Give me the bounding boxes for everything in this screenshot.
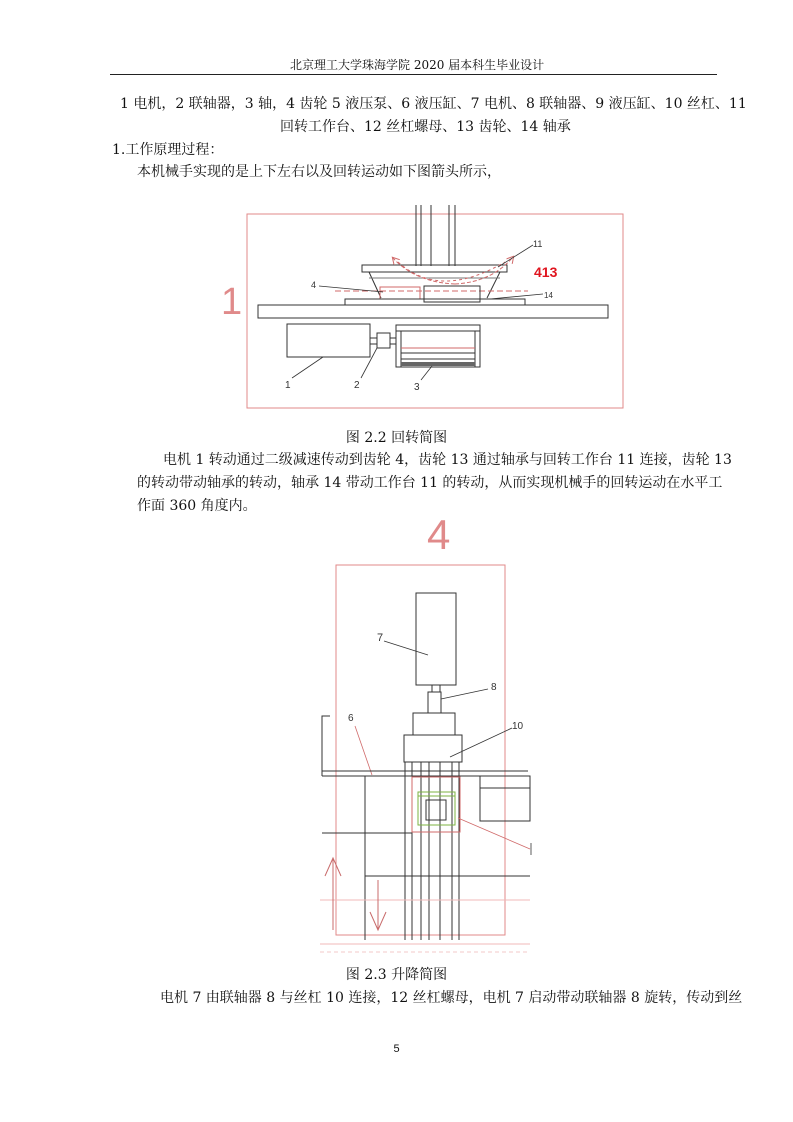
running-header: 北京理工大学珠海学院 2020 届本科生毕业设计 — [290, 58, 545, 72]
paragraph-line: 电机 7 由联轴器 8 与丝杠 10 连接，12 丝杠螺母，电机 7 启动带动联轴器 8 旋转，传动到丝 — [160, 990, 743, 1006]
label-shaft-3: 3 — [414, 382, 420, 393]
motor-7 — [416, 593, 456, 685]
label-rotary-table-11: 11 — [533, 239, 543, 249]
motor-1 — [287, 324, 370, 357]
legend-line-1: 1 电机，2 联轴器，3 轴，4 齿轮 5 液压泵、6 液压缸、7 电机、8 联轴器、9 液压缸、10 丝杠、11 — [120, 96, 747, 112]
label-bearing-14: 14 — [544, 291, 553, 300]
coupling-2 — [377, 333, 390, 348]
gearbox-shaft-3 — [396, 325, 480, 367]
figure-corner-label: 1 — [221, 281, 243, 323]
base-plate — [258, 305, 608, 318]
figure-caption-lifting: 图 2.3 升降简图 — [345, 967, 448, 983]
label-cylinder-6: 6 — [348, 713, 354, 724]
label-motor-7: 7 — [377, 632, 384, 644]
screw-nut-12 — [412, 777, 460, 832]
gear-13 — [424, 286, 480, 302]
coupling-8 — [428, 692, 441, 713]
section-heading: 1.工作原理过程： — [112, 142, 224, 158]
down-arrow-icon — [370, 880, 386, 930]
label-screw-10: 10 — [512, 721, 524, 732]
rotation-arrows — [393, 257, 513, 284]
section-intro: 本机械手实现的是上下左右以及回转运动如下图箭头所示， — [137, 164, 501, 180]
rotation-diagram — [221, 205, 623, 408]
paragraph-line: 作面 360 角度内。 — [137, 498, 257, 514]
lead-screw-10 — [405, 762, 459, 940]
legend-line-2: 回转工作台、12 丝杠螺母、13 齿轮、14 轴承 — [280, 119, 571, 135]
lifting-diagram — [320, 511, 531, 952]
paragraph-line: 的转动带动轴承的转动，轴承 14 带动工作台 11 的转动，从而实现机械手的回转运动在水平工 — [137, 475, 723, 491]
label-coupling-2: 2 — [354, 380, 360, 391]
label-gear-13-annotation: 413 — [534, 264, 558, 280]
up-arrow-icon — [325, 858, 341, 930]
figure-caption-rotation: 图 2.2 回转简图 — [345, 430, 448, 446]
gear-4 — [380, 287, 420, 299]
figure-corner-label: 4 — [427, 511, 451, 558]
paragraph-line: 电机 1 转动通过二级减速传动到齿轮 4，齿轮 13 通过轴承与回转工作台 11 连接，齿轮 13 — [163, 452, 732, 468]
label-motor-1: 1 — [285, 380, 291, 391]
figure-frame — [247, 214, 623, 408]
page-number: 5 — [393, 1043, 400, 1055]
label-gear-4: 4 — [311, 280, 317, 290]
label-coupling-8: 8 — [491, 682, 497, 693]
screw-nut-housing — [404, 735, 462, 762]
